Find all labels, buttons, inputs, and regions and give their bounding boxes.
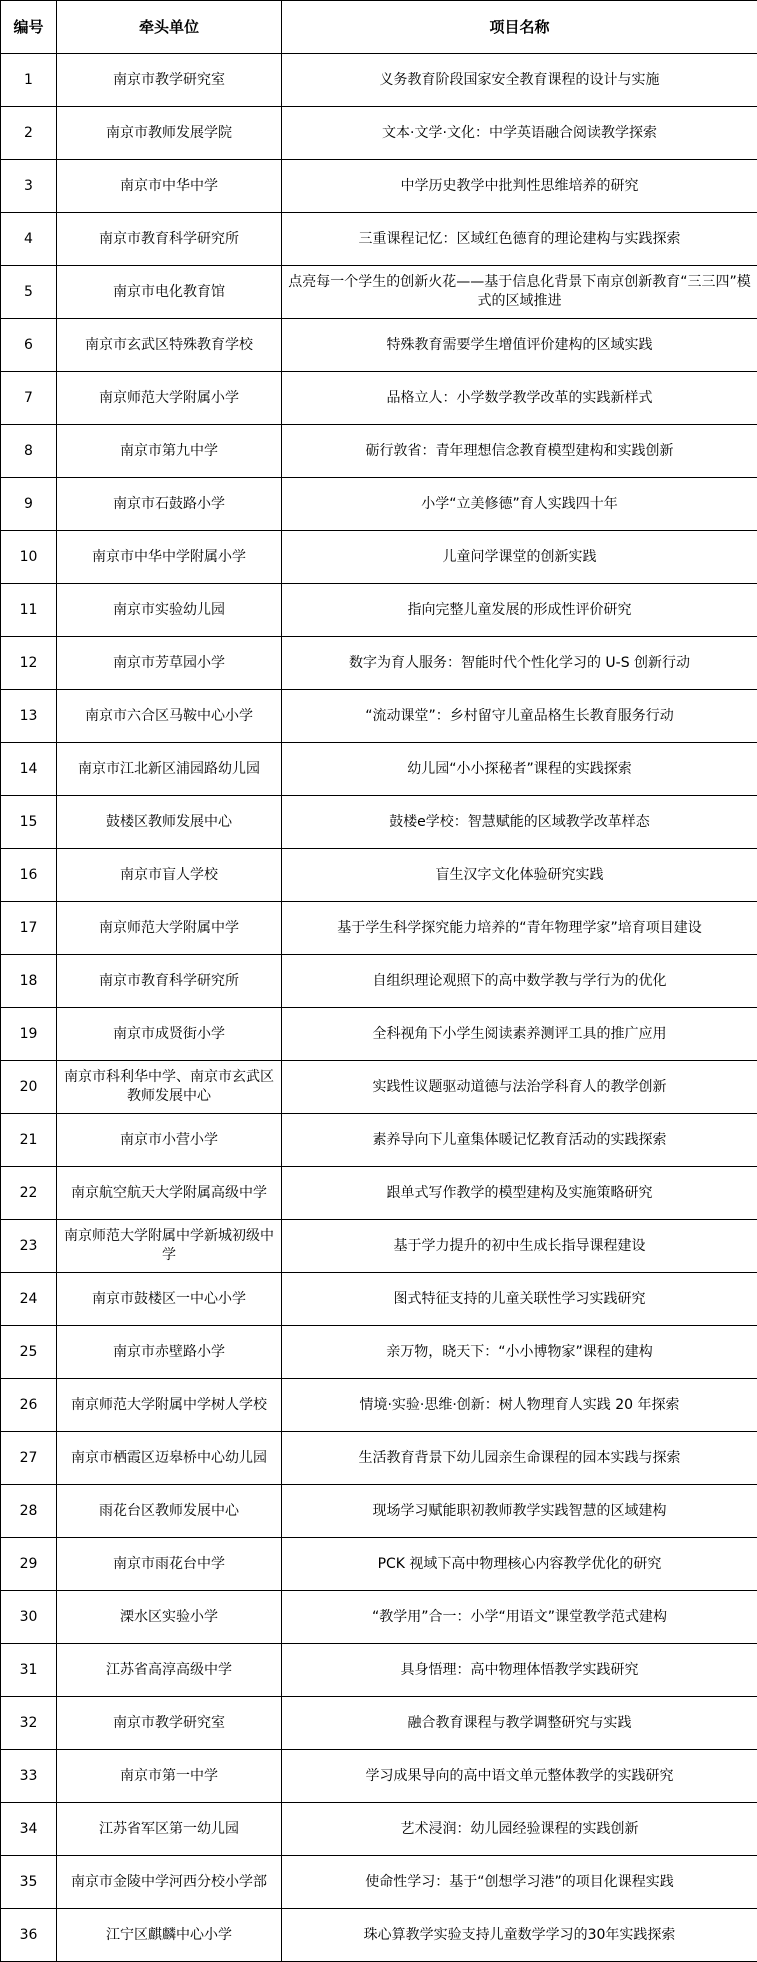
project-name-cell: 生活教育背景下幼儿园亲生命课程的园本实践与探索 (282, 1432, 757, 1485)
row-number: 14 (1, 743, 57, 796)
lead-unit-cell: 南京市中华中学附属小学 (57, 531, 282, 584)
lead-unit-cell: 南京师范大学附属中学 (57, 902, 282, 955)
table-row (1, 319, 757, 372)
table-row (1, 690, 757, 743)
table-row (1, 1008, 757, 1061)
lead-unit-cell: 南京市小营小学 (57, 1114, 282, 1167)
lead-unit-cell: 南京师范大学附属中学树人学校 (57, 1379, 282, 1432)
row-number: 4 (1, 213, 57, 266)
lead-unit-cell: 南京市教师发展学院 (57, 107, 282, 160)
table-row (1, 796, 757, 849)
row-number: 24 (1, 1273, 57, 1326)
lead-unit-cell: 南京市教育科学研究所 (57, 213, 282, 266)
project-name-cell: PCK 视域下高中物理核心内容教学优化的研究 (282, 1538, 757, 1591)
table-row (1, 107, 757, 160)
row-number: 20 (1, 1061, 57, 1114)
row-number: 32 (1, 1697, 57, 1750)
table-row (1, 1485, 757, 1538)
project-name-cell: 自组织理论观照下的高中数学教与学行为的优化 (282, 955, 757, 1008)
table-row (1, 1326, 757, 1379)
lead-unit-cell: 南京市江北新区浦园路幼儿园 (57, 743, 282, 796)
project-name-cell: 使命性学习：基于“创想学习港”的项目化课程实践 (282, 1856, 757, 1909)
row-number: 28 (1, 1485, 57, 1538)
table-row (1, 213, 757, 266)
row-number: 36 (1, 1909, 57, 1962)
project-name-cell: 基于学生科学探究能力培养的“青年物理学家”培育项目建设 (282, 902, 757, 955)
project-name-cell: 鼓楼e学校：智慧赋能的区域教学改革样态 (282, 796, 757, 849)
row-number: 2 (1, 107, 57, 160)
row-number: 29 (1, 1538, 57, 1591)
table-row (1, 1750, 757, 1803)
project-name-cell: 珠心算教学实验支持儿童数学学习的30年实践探索 (282, 1909, 757, 1962)
lead-unit-cell: 南京市石鼓路小学 (57, 478, 282, 531)
lead-unit-cell: 南京师范大学附属小学 (57, 372, 282, 425)
table-row (1, 584, 757, 637)
project-name-cell: 艺术浸润：幼儿园经验课程的实践创新 (282, 1803, 757, 1856)
header-project-name: 项目名称 (282, 1, 757, 54)
row-number: 31 (1, 1644, 57, 1697)
row-number: 6 (1, 319, 57, 372)
lead-unit-cell: 南京市赤壁路小学 (57, 1326, 282, 1379)
row-number: 7 (1, 372, 57, 425)
project-name-cell: 指向完整儿童发展的形成性评价研究 (282, 584, 757, 637)
table-row (1, 1538, 757, 1591)
row-number: 3 (1, 160, 57, 213)
lead-unit-cell: 江宁区麒麟中心小学 (57, 1909, 282, 1962)
lead-unit-cell: 南京市玄武区特殊教育学校 (57, 319, 282, 372)
project-name-cell: 图式特征支持的儿童关联性学习实践研究 (282, 1273, 757, 1326)
lead-unit-cell: 南京市教育科学研究所 (57, 955, 282, 1008)
table-row (1, 1697, 757, 1750)
row-number: 15 (1, 796, 57, 849)
row-number: 10 (1, 531, 57, 584)
row-number: 26 (1, 1379, 57, 1432)
row-number: 33 (1, 1750, 57, 1803)
project-name-cell: 实践性议题驱动道德与法治学科育人的教学创新 (282, 1061, 757, 1114)
project-name-cell: 砺行敦省：青年理想信念教育模型建构和实践创新 (282, 425, 757, 478)
lead-unit-cell: 南京市教学研究室 (57, 1697, 282, 1750)
table-row (1, 637, 757, 690)
row-number: 27 (1, 1432, 57, 1485)
lead-unit-cell: 南京市鼓楼区一中心小学 (57, 1273, 282, 1326)
table-row (1, 743, 757, 796)
lead-unit-cell: 南京市中华中学 (57, 160, 282, 213)
project-name-cell: “流动课堂”：乡村留守儿童品格生长教育服务行动 (282, 690, 757, 743)
row-number: 18 (1, 955, 57, 1008)
row-number: 8 (1, 425, 57, 478)
lead-unit-cell: 南京市第九中学 (57, 425, 282, 478)
project-name-cell: 学习成果导向的高中语文单元整体教学的实践研究 (282, 1750, 757, 1803)
lead-unit-cell: 南京市实验幼儿园 (57, 584, 282, 637)
project-name-cell: 现场学习赋能职初教师教学实践智慧的区域建构 (282, 1485, 757, 1538)
table-row (1, 1856, 757, 1909)
project-name-cell: 三重课程记忆：区域红色德育的理论建构与实践探索 (282, 213, 757, 266)
row-number: 35 (1, 1856, 57, 1909)
row-number: 34 (1, 1803, 57, 1856)
row-number: 9 (1, 478, 57, 531)
lead-unit-cell: 南京市雨花台中学 (57, 1538, 282, 1591)
table-row (1, 1379, 757, 1432)
lead-unit-cell: 江苏省高淳高级中学 (57, 1644, 282, 1697)
table-row (1, 531, 757, 584)
project-name-cell: 情境·实验·思维·创新：树人物理育人实践 20 年探索 (282, 1379, 757, 1432)
table-row (1, 478, 757, 531)
lead-unit-cell: 南京市电化教育馆 (57, 266, 282, 319)
project-name-cell: 具身悟理：高中物理体悟教学实践研究 (282, 1644, 757, 1697)
project-name-cell: 品格立人：小学数学教学改革的实践新样式 (282, 372, 757, 425)
lead-unit-cell: 南京市盲人学校 (57, 849, 282, 902)
lead-unit-cell: 鼓楼区教师发展中心 (57, 796, 282, 849)
project-name-cell: 盲生汉字文化体验研究实践 (282, 849, 757, 902)
row-number: 22 (1, 1167, 57, 1220)
table-row (1, 1114, 757, 1167)
project-name-cell: 文本·文学·文化：中学英语融合阅读教学探索 (282, 107, 757, 160)
lead-unit-cell: 南京师范大学附属中学新城初级中学 (57, 1220, 282, 1273)
table-row (1, 849, 757, 902)
lead-unit-cell: 南京市六合区马鞍中心小学 (57, 690, 282, 743)
row-number: 13 (1, 690, 57, 743)
project-name-cell: 融合教育课程与教学调整研究与实践 (282, 1697, 757, 1750)
lead-unit-cell: 溧水区实验小学 (57, 1591, 282, 1644)
table-row (1, 902, 757, 955)
lead-unit-cell: 南京市金陵中学河西分校小学部 (57, 1856, 282, 1909)
table-row (1, 1644, 757, 1697)
row-number: 12 (1, 637, 57, 690)
row-number: 1 (1, 54, 57, 107)
project-name-cell: 幼儿园“小小探秘者”课程的实践探索 (282, 743, 757, 796)
header-row (1, 1, 757, 54)
project-name-cell: 素养导向下儿童集体暖记忆教育活动的实践探索 (282, 1114, 757, 1167)
table-row (1, 160, 757, 213)
table-row (1, 425, 757, 478)
project-name-cell: 中学历史教学中批判性思维培养的研究 (282, 160, 757, 213)
row-number: 19 (1, 1008, 57, 1061)
row-number: 5 (1, 266, 57, 319)
project-name-cell: 义务教育阶段国家安全教育课程的设计与实施 (282, 54, 757, 107)
project-name-cell: 儿童问学课堂的创新实践 (282, 531, 757, 584)
row-number: 21 (1, 1114, 57, 1167)
row-number: 16 (1, 849, 57, 902)
header-number: 编号 (1, 1, 57, 54)
lead-unit-cell: 江苏省军区第一幼儿园 (57, 1803, 282, 1856)
table-row (1, 1591, 757, 1644)
table-row (1, 1220, 757, 1273)
lead-unit-cell: 南京市科利华中学、南京市玄武区教师发展中心 (57, 1061, 282, 1114)
project-name-cell: 数字为育人服务：智能时代个性化学习的 U-S 创新行动 (282, 637, 757, 690)
project-name-cell: 全科视角下小学生阅读素养测评工具的推广应用 (282, 1008, 757, 1061)
lead-unit-cell: 南京航空航天大学附属高级中学 (57, 1167, 282, 1220)
lead-unit-cell: 南京市教学研究室 (57, 54, 282, 107)
project-name-cell: “教学用”合一：小学“用语文”课堂教学范式建构 (282, 1591, 757, 1644)
project-name-cell: 小学“立美修德”育人实践四十年 (282, 478, 757, 531)
table-row (1, 1061, 757, 1114)
table-row (1, 955, 757, 1008)
project-name-cell: 跟单式写作教学的模型建构及实施策略研究 (282, 1167, 757, 1220)
row-number: 30 (1, 1591, 57, 1644)
table-row (1, 1909, 757, 1962)
row-number: 25 (1, 1326, 57, 1379)
lead-unit-cell: 南京市成贤街小学 (57, 1008, 282, 1061)
lead-unit-cell: 雨花台区教师发展中心 (57, 1485, 282, 1538)
header-lead-unit: 牵头单位 (57, 1, 282, 54)
project-name-cell: 点亮每一个学生的创新火花——基于信息化背景下南京创新教育“三三四”模式的区域推进 (282, 266, 757, 319)
table-row (1, 1803, 757, 1856)
lead-unit-cell: 南京市第一中学 (57, 1750, 282, 1803)
row-number: 17 (1, 902, 57, 955)
project-name-cell: 基于学力提升的初中生成长指导课程建设 (282, 1220, 757, 1273)
project-name-cell: 亲万物，晓天下：“小小博物家”课程的建构 (282, 1326, 757, 1379)
row-number: 11 (1, 584, 57, 637)
table-row (1, 266, 757, 319)
project-name-cell: 特殊教育需要学生增值评价建构的区域实践 (282, 319, 757, 372)
table-row (1, 54, 757, 107)
row-number: 23 (1, 1220, 57, 1273)
table-row (1, 1273, 757, 1326)
table-row (1, 1167, 757, 1220)
lead-unit-cell: 南京市芳草园小学 (57, 637, 282, 690)
table-row (1, 372, 757, 425)
table-row (1, 1432, 757, 1485)
lead-unit-cell: 南京市栖霞区迈皋桥中心幼儿园 (57, 1432, 282, 1485)
